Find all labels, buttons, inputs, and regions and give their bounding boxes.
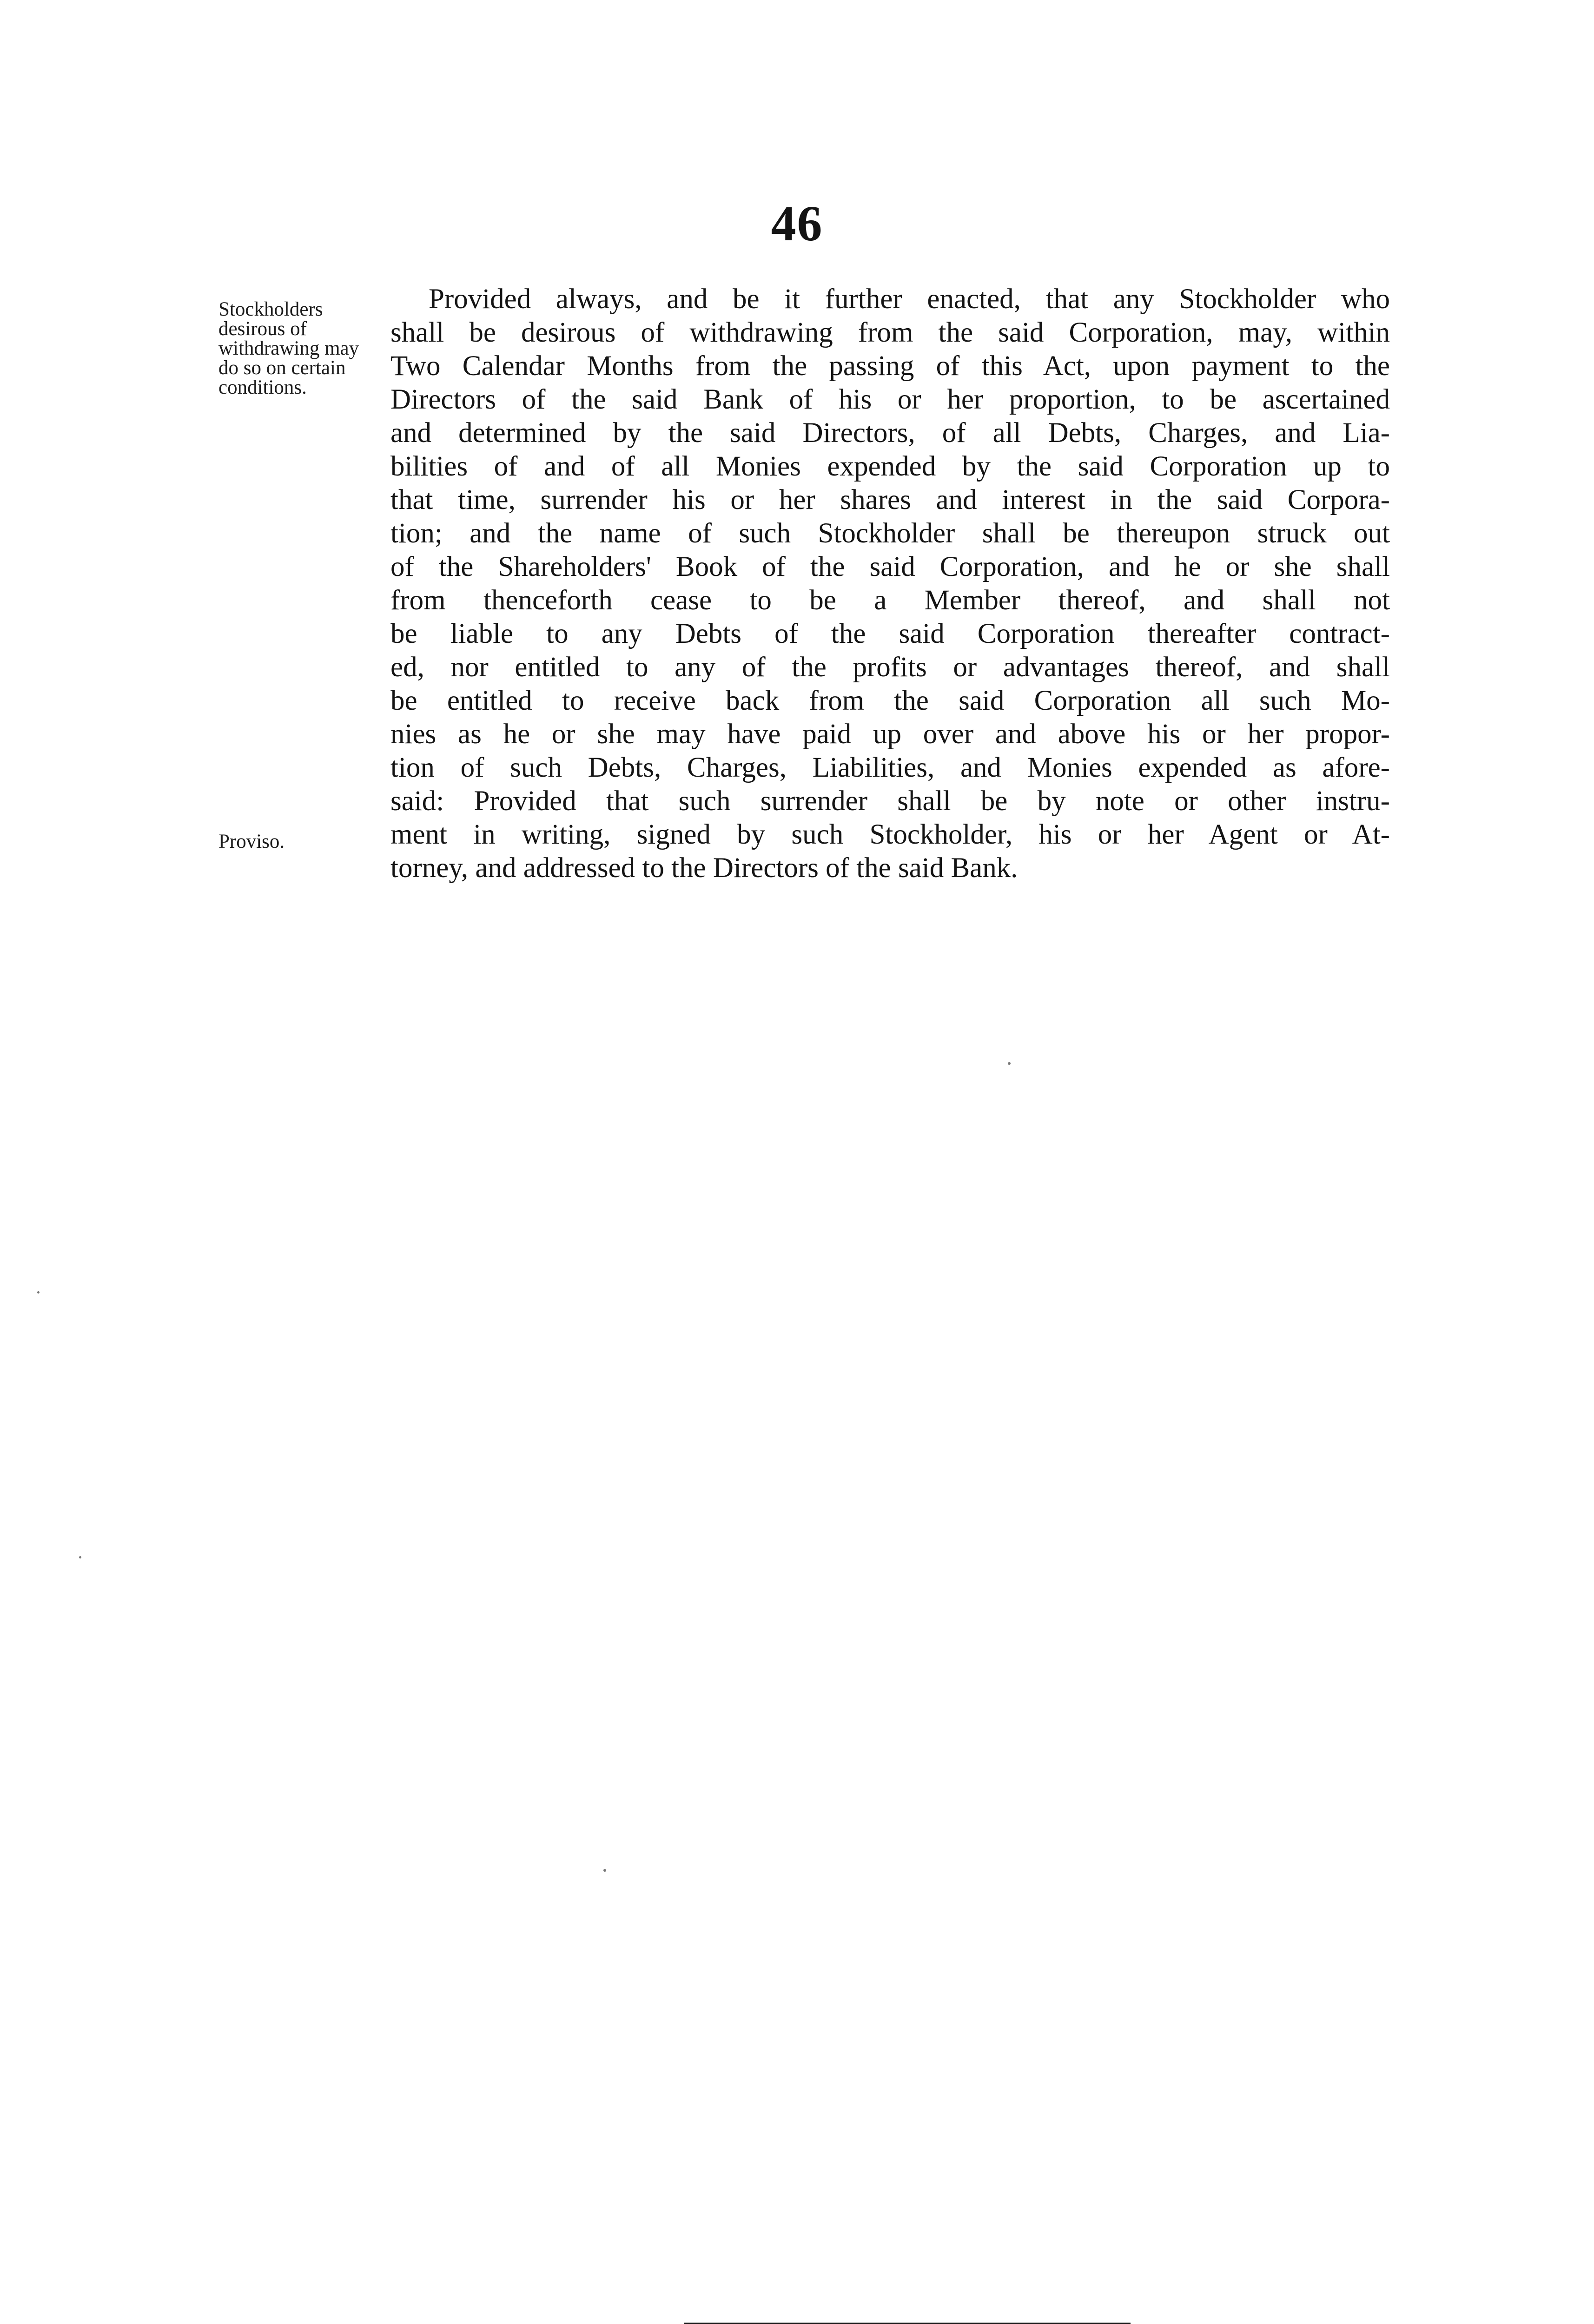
scan-speck [1008, 1062, 1011, 1065]
text-line: that time, surrender his or her shares and interest in the said Corpora- [390, 484, 1390, 515]
text-line: said: Provided that such surrender shall be by note or other instru- [390, 786, 1390, 817]
marginal-note-line: conditions. [218, 376, 307, 398]
marginal-note-line: withdrawing may [218, 337, 359, 359]
marginal-note-stockholders [218, 300, 377, 397]
text-line: nies as he or she may have paid up over and above his or her propor- [390, 719, 1390, 750]
marginal-note-line: desirous of [218, 318, 307, 340]
text-line: Provided always, and be it further enacted, that any Stockholder who [429, 284, 1390, 315]
text-line: bilities of and of all Monies expended by the said Corporation up to [390, 451, 1390, 482]
scan-speck [603, 1869, 606, 1872]
text-line: and determined by the said Directors, of all Debts, Charges, and Lia- [390, 417, 1390, 449]
text-line: ed, nor entitled to any of the profits or advantages thereof, and shall [390, 652, 1390, 683]
marginal-note-line: Proviso. [218, 831, 285, 852]
text-line: torney, and addressed to the Directors of the said Bank. [390, 852, 1018, 884]
text-line: from thenceforth cease to be a Member thereof, and shall not [390, 585, 1390, 616]
scan-speck [37, 1291, 40, 1294]
text-line: be entitled to receive back from the said Corporation all such Mo- [390, 685, 1390, 716]
text-line: Directors of the said Bank of his or her proportion, to be ascertained [390, 384, 1390, 415]
text-line: shall be desirous of withdrawing from the said Corporation, may, within [390, 317, 1390, 348]
act-section-text [390, 283, 1390, 885]
marginal-note-proviso [218, 832, 377, 852]
marginal-note-line: do so on certain [218, 357, 346, 379]
text-line: of the Shareholders' Book of the said Corporation, and he or she shall [390, 551, 1390, 582]
marginal-note-line: Stockholders [218, 298, 323, 320]
scan-speck [79, 1556, 81, 1558]
text-line: Two Calendar Months from the passing of this Act, upon payment to the [390, 350, 1390, 382]
text-line: tion of such Debts, Charges, Liabilities, and Monies expended as afore- [390, 752, 1390, 783]
text-line: ment in writing, signed by such Stockholder, his or her Agent or At- [390, 819, 1390, 850]
text-line: be liable to any Debts of the said Corporation thereafter contract- [390, 618, 1390, 649]
text-line: tion; and the name of such Stockholder shall be thereupon struck out [390, 518, 1390, 549]
page-number: 46 [771, 196, 823, 251]
